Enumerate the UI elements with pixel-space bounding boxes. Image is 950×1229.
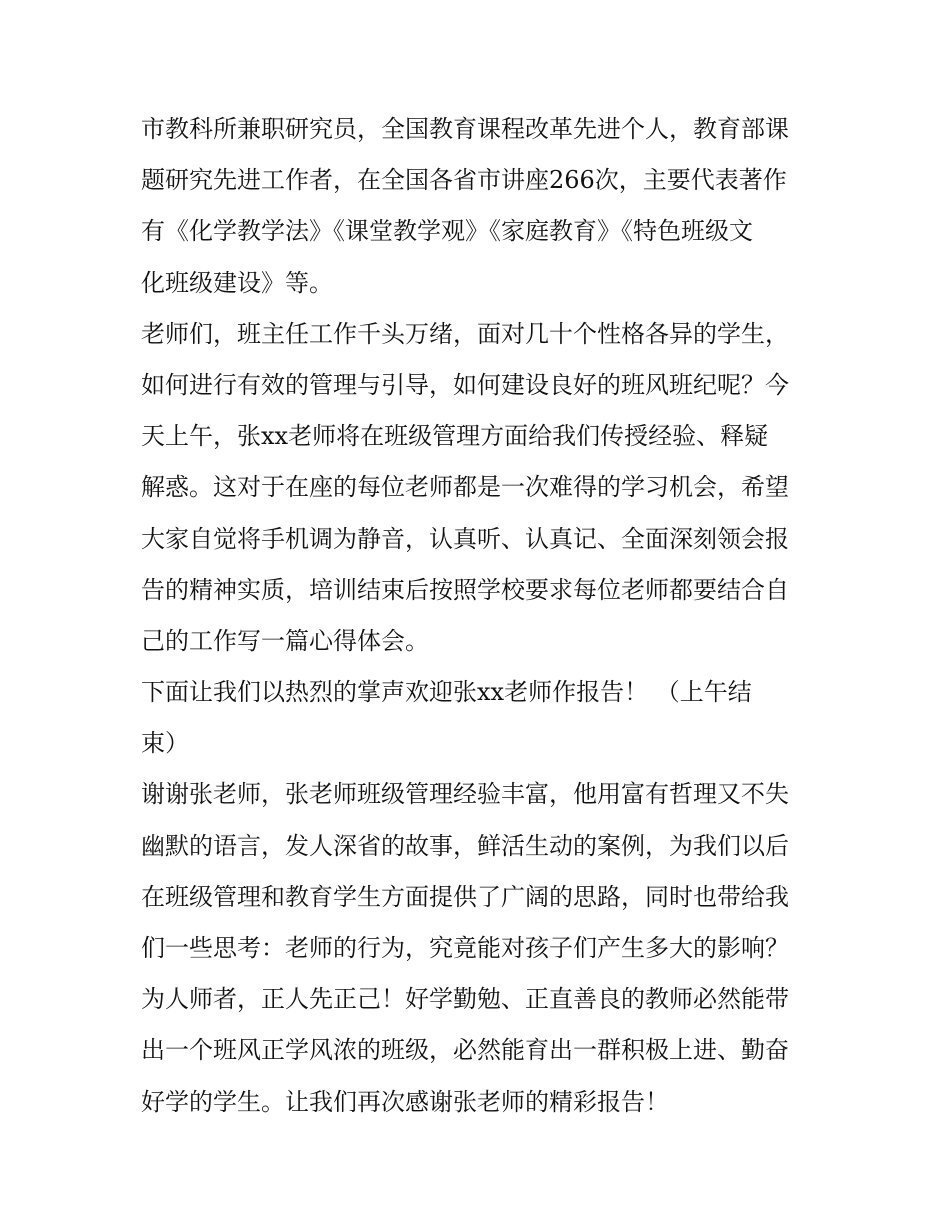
body-text: [141, 104, 813, 1128]
text-line: 在班级管理和教育学生方面提供了广阔的思路，同时也带给我: [141, 882, 789, 911]
text-line: 好学的学生。让我们再次感谢张老师的精彩报告！: [141, 1087, 669, 1116]
text-line: 出一个班风正学风浓的班级，必然能育出一群积极上进、勤奋: [141, 1036, 789, 1065]
text-line: 天上午，张xx老师将在班级管理方面给我们传授经验、释疑: [141, 422, 769, 451]
text-line: 有《化学教学法》《课堂教学观》《家庭教育》《特色班级文: [141, 217, 753, 246]
text-line: 市教科所兼职研究员，全国教育课程改革先进个人，教育部课: [141, 115, 789, 143]
text-line: 题研究先进工作者，在全国各省市讲座266次，主要代表著作: [141, 166, 787, 195]
text-line: 老师们，班主任工作千头万绪，面对几十个性格各异的学生，: [141, 319, 789, 348]
text-line: 大家自觉将手机调为静音，认真听、认真记、全面深刻领会报: [141, 524, 789, 553]
text-line: 告的精神实质，培训结束后按照学校要求每位老师都要结合自: [141, 575, 789, 604]
text-line: 们一些思考：老师的行为，究竟能对孩子们产生多大的影响？: [141, 934, 789, 962]
text-line: 束）: [141, 729, 189, 758]
text-line: 谢谢张老师，张老师班级管理经验丰富，他用富有哲理又不失: [141, 780, 789, 809]
text-line: 己的工作写一篇心得体会。: [141, 626, 429, 655]
text-line: 如何进行有效的管理与引导，如何建设良好的班风班纪呢？今: [141, 370, 789, 399]
text-line: 为人师者，正人先正己！好学勤勉、正直善良的教师必然能带: [141, 985, 789, 1014]
text-line: 解惑。这对于在座的每位老师都是一次难得的学习机会，希望: [141, 473, 789, 502]
text-line: 下面让我们以热烈的掌声欢迎张xx老师作报告！ （上午结: [141, 678, 752, 707]
text-line: 化班级建设》等。: [141, 268, 333, 297]
text-line: 幽默的语言，发人深省的故事，鲜活生动的案例，为我们以后: [141, 831, 789, 860]
